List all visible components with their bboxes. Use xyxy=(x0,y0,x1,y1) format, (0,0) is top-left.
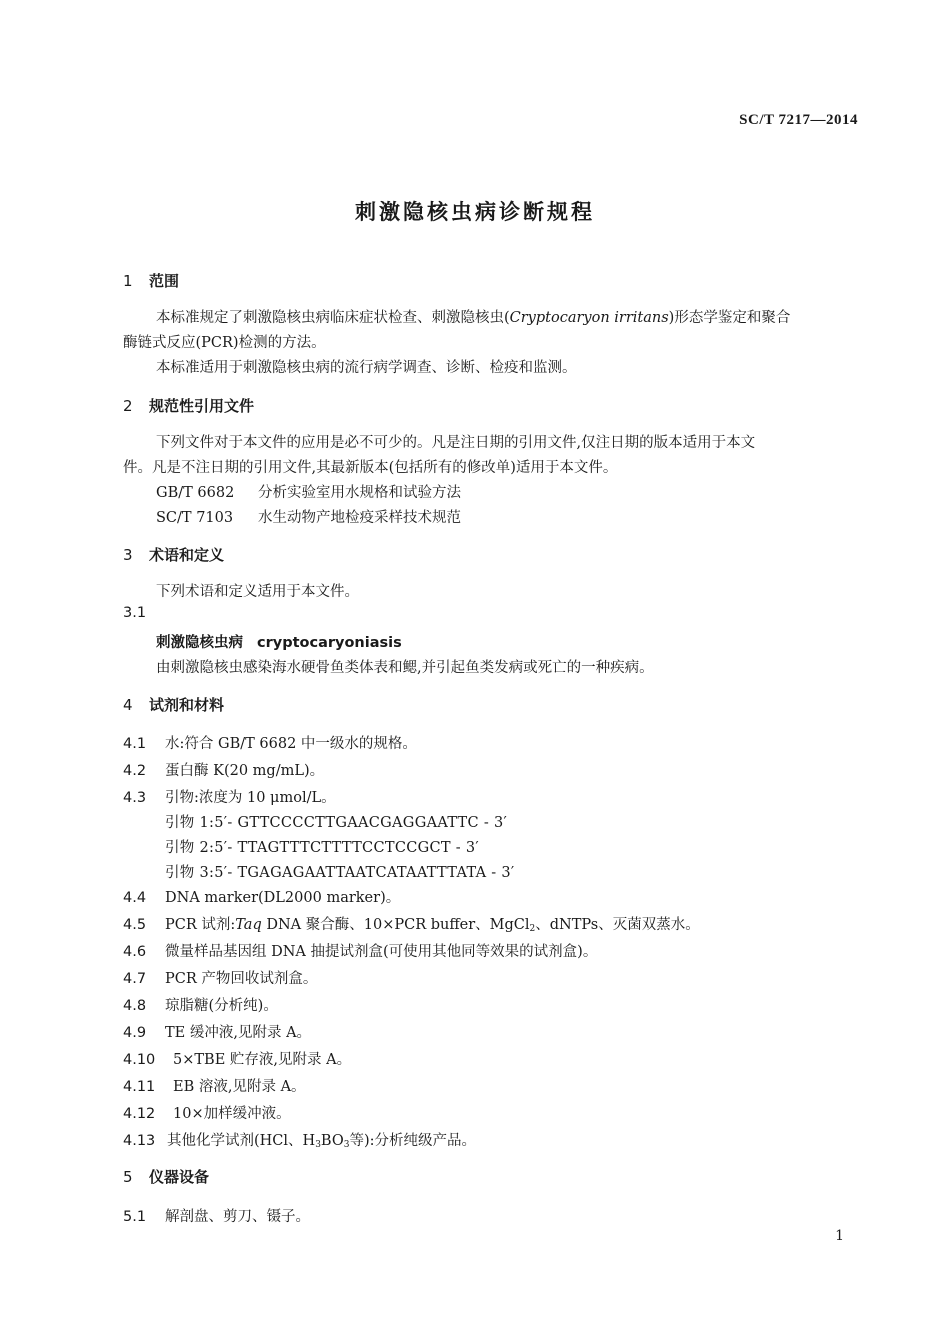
section-title: 试剂和材料 xyxy=(149,696,225,714)
list-item xyxy=(123,913,700,934)
section-1-paragraph-1 xyxy=(156,306,790,327)
item-number: 4.3 xyxy=(123,790,147,806)
item-text: 10×加样缓冲液。 xyxy=(173,1106,291,1122)
term-entry xyxy=(156,631,402,652)
section-1-paragraph-2: 本标准适用于刺激隐核虫病的流行病学调查、诊断、检疫和监测。 xyxy=(156,360,577,376)
section-number: 5 xyxy=(123,1168,133,1186)
item-number: 5.1 xyxy=(123,1209,147,1225)
item-text: 水:符合 GB/T 6682 中一级水的规格。 xyxy=(165,736,417,752)
term-chinese: 刺激隐核虫病 xyxy=(156,635,243,651)
item-text: 5×TBE 贮存液,见附录 A。 xyxy=(173,1052,352,1068)
section-number: 4 xyxy=(123,696,133,714)
item-number: 4.7 xyxy=(123,971,147,987)
reference-code: GB/T 6682 xyxy=(156,485,235,501)
section-2-heading xyxy=(123,395,254,416)
item-number: 4.4 xyxy=(123,890,147,906)
section-title: 仪器设备 xyxy=(149,1168,210,1186)
item-number: 4.13 xyxy=(123,1133,156,1149)
section-2-paragraph-1: 下列文件对于本文件的应用是必不可少的。凡是注日期的引用文件,仅注日期的版本适用于本文 xyxy=(156,435,756,451)
item-number: 4.9 xyxy=(123,1025,147,1041)
section-2-paragraph-1-cont: 件。凡是不注日期的引用文件,其最新版本(包括所有的修改单)适用于本文件。 xyxy=(123,460,618,476)
list-item xyxy=(123,1048,351,1069)
list-item xyxy=(123,886,400,907)
item-number: 4.12 xyxy=(123,1106,156,1122)
primer-sequence: 引物 1:5′- GTTCCCCTTGAACGAGGAATTC - 3′ xyxy=(165,815,508,831)
list-item xyxy=(123,994,278,1015)
item-text: 琼脂糖(分析纯)。 xyxy=(165,998,278,1014)
section-number: 2 xyxy=(123,397,133,415)
item-text: TE 缓冲液,见附录 A。 xyxy=(165,1025,312,1041)
list-item xyxy=(123,967,317,988)
list-item xyxy=(123,1075,306,1096)
item-number: 4.10 xyxy=(123,1052,156,1068)
item-number: 4.6 xyxy=(123,944,147,960)
item-text: PCR 试剂:Taq DNA 聚合酶、10×PCR buffer、MgCl$_2$、dNTPs、灭菌双蒸水。 xyxy=(165,917,700,934)
reference-name: 分析实验室用水规格和试验方法 xyxy=(258,485,461,501)
section-4-heading xyxy=(123,694,224,715)
section-title: 范围 xyxy=(149,272,180,290)
section-5-heading xyxy=(123,1166,209,1187)
section-title: 规范性引用文件 xyxy=(149,397,255,415)
standard-number: SC/T 7217—2014 xyxy=(739,112,858,128)
item-number: 4.11 xyxy=(123,1079,156,1095)
document-title: 刺激隐核虫病诊断规程 xyxy=(355,200,595,224)
list-item xyxy=(123,1129,476,1150)
term-english: cryptocaryoniasis xyxy=(257,635,402,651)
item-text: 解剖盘、剪刀、镊子。 xyxy=(165,1209,310,1225)
item-number: 4.2 xyxy=(123,763,147,779)
latin-species-name: Cryptocaryon irritans xyxy=(509,310,669,326)
item-text: 蛋白酶 K(20 mg/mL)。 xyxy=(165,763,325,779)
primer-sequence: 引物 2:5′- TTAGTTTCTTTTCCTCCGCT - 3′ xyxy=(165,840,479,856)
item-number: 4.1 xyxy=(123,736,147,752)
item-text: PCR 产物回收试剂盒。 xyxy=(165,971,318,987)
item-number: 4.8 xyxy=(123,998,147,1014)
item-text: 引物:浓度为 10 μmol/L。 xyxy=(165,790,336,806)
section-3-heading xyxy=(123,544,224,565)
normative-reference xyxy=(156,481,461,502)
term-definition: 由刺激隐核虫感染海水硬骨鱼类体表和鳃,并引起鱼类发病或死亡的一种疾病。 xyxy=(156,660,654,676)
section-1-heading xyxy=(123,270,179,291)
item-text: 其他化学试剂(HCl、$H_3BO_3$等):分析纯级产品。 xyxy=(167,1133,477,1150)
text-run: )形态学鉴定和聚合 xyxy=(668,310,791,326)
reference-name: 水生动物产地检疫采样技术规范 xyxy=(258,510,461,526)
text-run: 本标准规定了刺激隐核虫病临床症状检查、刺激隐核虫( xyxy=(156,310,510,326)
list-item xyxy=(123,940,597,961)
section-number: 1 xyxy=(123,272,133,290)
page-number: 1 xyxy=(835,1228,844,1244)
list-item xyxy=(123,759,324,780)
normative-reference xyxy=(156,506,461,527)
list-item xyxy=(123,1021,311,1042)
item-text: 微量样品基因组 DNA 抽提试剂盒(可使用其他同等效果的试剂盒)。 xyxy=(165,944,598,960)
subsection-3-1-number: 3.1 xyxy=(123,605,147,621)
reference-code: SC/T 7103 xyxy=(156,510,234,526)
list-item xyxy=(123,732,417,753)
primer-sequence: 引物 3:5′- TGAGAGAATTAATCATAATTTATA - 3′ xyxy=(165,865,515,881)
item-text: EB 溶液,见附录 A。 xyxy=(173,1079,306,1095)
section-1-paragraph-1-cont: 酶链式反应(PCR)检测的方法。 xyxy=(123,335,326,351)
list-item xyxy=(123,1205,310,1226)
item-number: 4.5 xyxy=(123,917,147,933)
section-3-paragraph-1: 下列术语和定义适用于本文件。 xyxy=(156,584,359,600)
section-number: 3 xyxy=(123,546,133,564)
list-item xyxy=(123,1102,291,1123)
list-item xyxy=(123,786,336,807)
item-text: DNA marker(DL2000 marker)。 xyxy=(165,890,401,906)
section-title: 术语和定义 xyxy=(149,546,225,564)
